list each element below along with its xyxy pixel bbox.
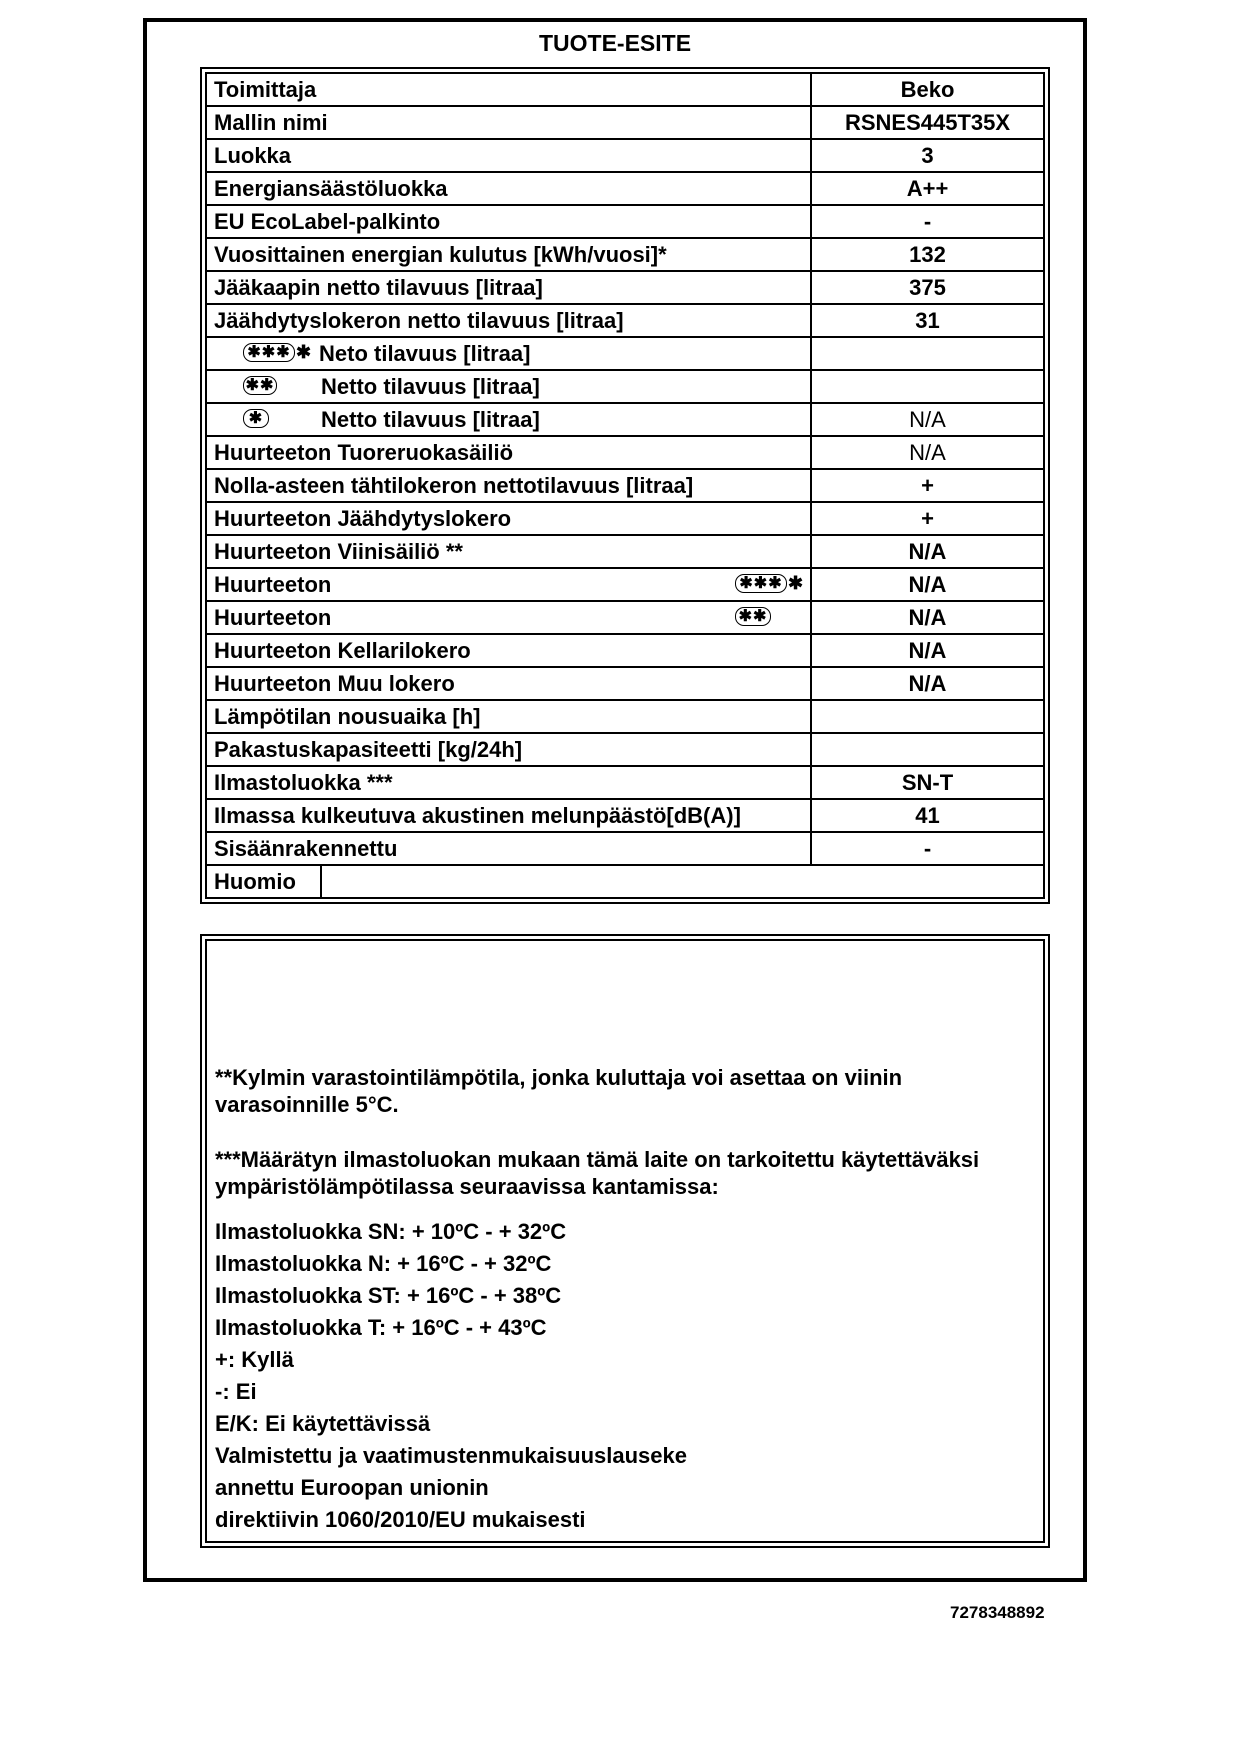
row-label: Sisäänrakennettu [214,836,398,861]
row-label: Ilmassa kulkeutuva akustinen melunpäästö[dB(A)] [214,803,741,828]
row-value: 41 [810,800,1043,831]
row-label: Pakastuskapasiteetti [kg/24h] [214,737,523,762]
row-label: Huurteeton [214,605,332,630]
table-row [207,338,1043,371]
row-value: 3 [810,140,1043,171]
row-label: Huurteeton Muu lokero [214,671,455,696]
row-value: - [810,206,1043,237]
row-value: Beko [810,74,1043,105]
row-value [810,338,1043,369]
row-label: Huurteeton Viinisäiliö ** [214,539,463,564]
table-row [207,371,1043,404]
table-row [207,437,1043,470]
row-label: Mallin nimi [214,110,328,135]
row-value: + [810,503,1043,534]
table-row [207,767,1043,800]
row-label: Huurteeton Jäähdytyslokero [214,506,512,531]
table-row [207,701,1043,734]
column-divider [320,866,322,897]
row-label: EU EcoLabel-palkinto [214,209,441,234]
row-label: Huurteeton Tuoreruokasäiliö [214,440,514,465]
table-row [207,833,1043,866]
table-row [207,239,1043,272]
row-label: Huomio [214,869,296,894]
row-value [810,371,1043,402]
table-row [207,470,1043,503]
row-label: Nolla-asteen tähtilokeron nettotilavuus [litraa] [214,473,694,498]
row-value: N/A [810,602,1043,633]
note-climate-line-1: ***Määrätyn ilmastoluokan mukaan tämä laite on tarkoitettu käytettäväksi [215,1147,980,1172]
row-label: Lämpötilan nousuaika [h] [214,704,481,729]
row-label: Neto tilavuus [litraa] [319,341,531,366]
table-row [207,800,1043,833]
table-row [207,536,1043,569]
row-value: 375 [810,272,1043,303]
row-value: - [810,833,1043,864]
document-title: TUOTE-ESITE [538,30,692,56]
row-value: N/A [810,536,1043,567]
row-value [810,701,1043,732]
table-row [207,602,1043,635]
row-value: N/A [810,404,1043,435]
note-climate-sn: Ilmastoluokka SN: + 10ºC - + 32ºC [215,1219,567,1244]
star-glyph: ✱ [788,573,804,593]
row-value: RSNES445T35X [810,107,1043,138]
note-wine-line-1: **Kylmin varastointilämpötila, jonka kuluttaja voi asettaa on viinin [215,1065,903,1090]
two-star-icon: ✱✱ [243,376,277,395]
row-value: N/A [810,635,1043,666]
table-row [207,173,1043,206]
table-row [207,668,1043,701]
note-legend-na: E/K: Ei käytettävissä [215,1411,431,1436]
row-value: 132 [810,239,1043,270]
note-legend-no: -: Ei [215,1379,257,1404]
table-row [207,404,1043,437]
two-star-icon: ✱✱ [735,607,771,626]
row-label: Vuosittainen energian kulutus [kWh/vuosi]* [214,242,667,267]
row-label: Jääkaapin netto tilavuus [litraa] [214,275,543,300]
table-row [207,107,1043,140]
note-wine-line-2: varasoinnille 5°C. [215,1092,399,1117]
row-value: N/A [810,569,1043,600]
table-row [207,734,1043,767]
table-row [207,305,1043,338]
note-climate-line-2: ympäristölämpötilassa seuraavissa kantamissa: [215,1174,719,1199]
row-label: Toimittaja [214,77,317,102]
row-value: + [810,470,1043,501]
table-row [207,866,1043,899]
four-star-icon: ✱✱✱ [243,343,295,362]
row-value: A++ [810,173,1043,204]
notes-box [205,939,1045,1543]
note-made-line-3: direktiivin 1060/2010/EU mukaisesti [215,1507,586,1532]
table-row [207,74,1043,107]
row-value: N/A [810,668,1043,699]
table-row [207,206,1043,239]
note-climate-n: Ilmastoluokka N: + 16ºC - + 32ºC [215,1251,552,1276]
row-value: N/A [810,437,1043,468]
note-climate-st: Ilmastoluokka ST: + 16ºC - + 38ºC [215,1283,562,1308]
note-legend-yes: +: Kyllä [215,1347,294,1372]
row-label: Luokka [214,143,292,168]
table-row [207,272,1043,305]
table-row [207,635,1043,668]
table-row [207,140,1043,173]
note-made-line-1: Valmistettu ja vaatimustenmukaisuuslauseke [215,1443,687,1468]
table-row [207,569,1043,602]
note-climate-t: Ilmastoluokka T: + 16ºC - + 43ºC [215,1315,547,1340]
row-label: Huurteeton Kellarilokero [214,638,471,663]
spec-table [205,72,1045,899]
document-code: 7278348892 [950,1603,1045,1622]
star-glyph: ✱ [296,342,312,362]
one-star-icon: ✱ [243,409,269,428]
row-label: Ilmastoluokka *** [214,770,393,795]
row-label: Netto tilavuus [litraa] [321,407,540,432]
row-value [810,734,1043,765]
row-label: Jäähdytyslokeron netto tilavuus [litraa] [214,308,624,333]
four-star-icon: ✱✱✱ [735,574,787,593]
note-made-line-2: annettu Euroopan unionin [215,1475,489,1500]
table-row [207,503,1043,536]
row-label: Netto tilavuus [litraa] [321,374,540,399]
row-value: SN-T [810,767,1043,798]
row-label: Energiansäästöluokka [214,176,448,201]
row-value: 31 [810,305,1043,336]
row-label: Huurteeton [214,572,332,597]
